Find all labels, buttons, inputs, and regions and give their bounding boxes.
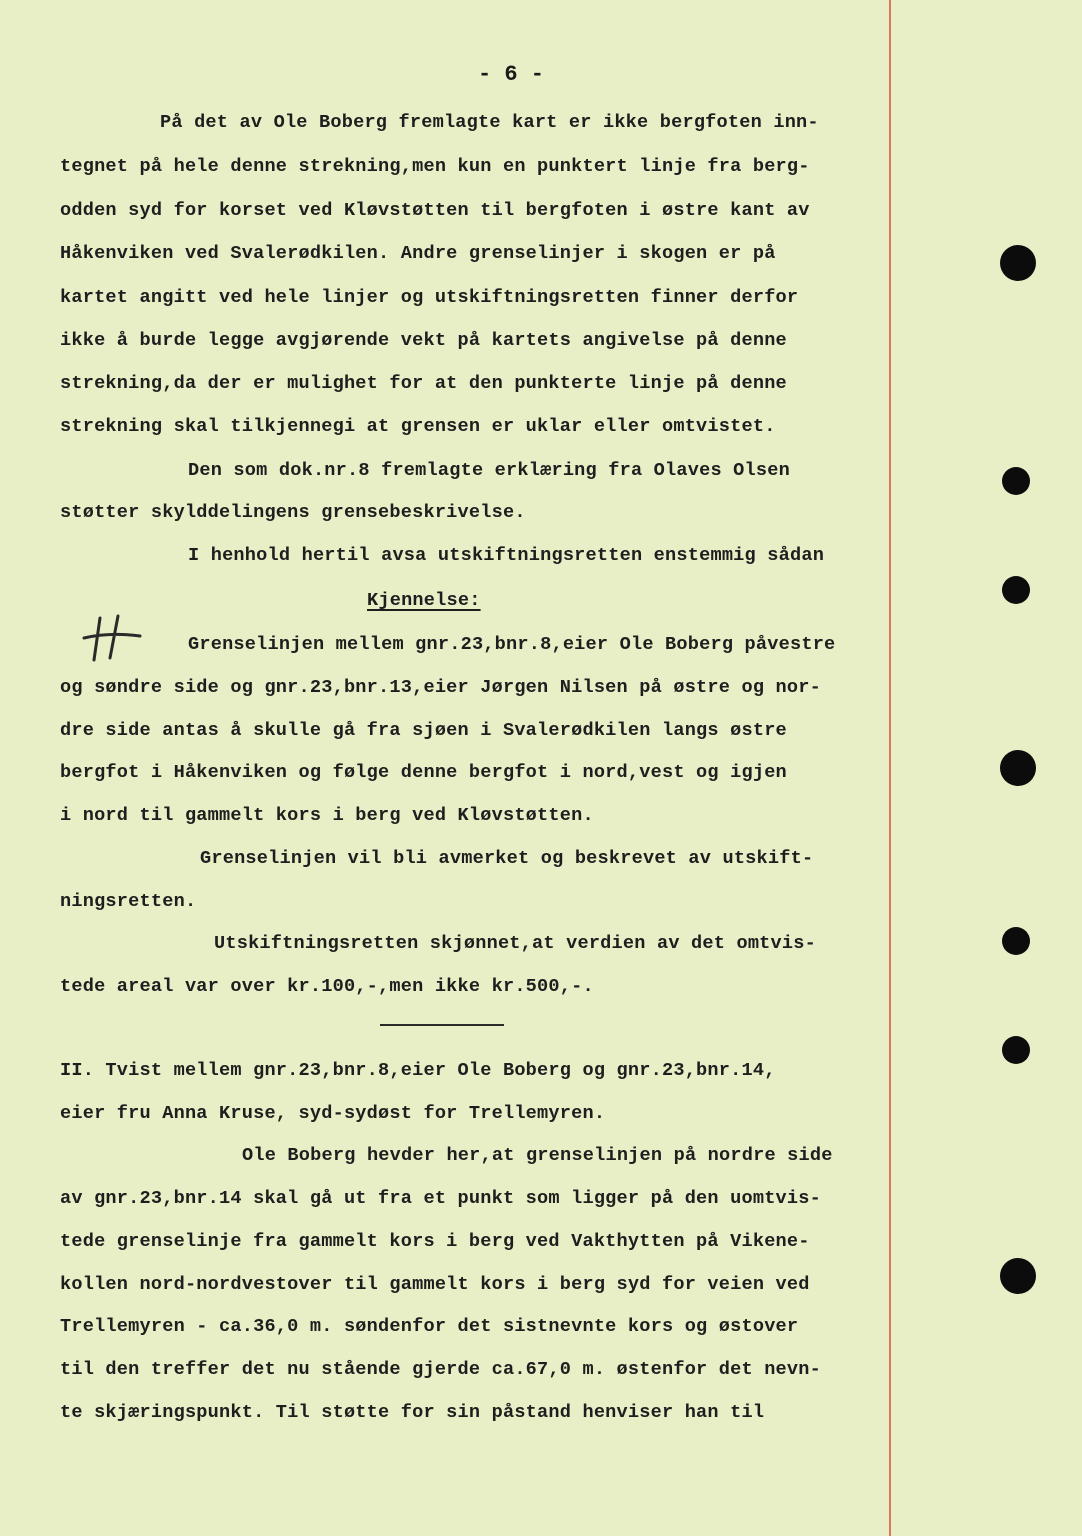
punch-hole-2 (1002, 467, 1030, 495)
punch-hole-1 (1000, 245, 1036, 281)
text-line: til den treffer det nu stående gjerde ca.67,0 m. østenfor det nevn- (60, 1359, 821, 1380)
text-line: Håkenviken ved Svalerødkilen. Andre grenselinjer i skogen er på (60, 243, 776, 264)
text-line: Grenselinjen mellem gnr.23,bnr.8,eier Ole Boberg påvestre (188, 634, 836, 655)
text-line: ningsretten. (60, 891, 197, 912)
text-line: te skjæringspunkt. Til støtte for sin påstand henviser han til (60, 1402, 765, 1423)
text-line: ikke å burde legge avgjørende vekt på kartets angivelse på denne (60, 330, 787, 351)
punch-hole-7 (1000, 1258, 1036, 1294)
section-heading-kjennelse: Kjennelse: (367, 590, 481, 611)
text-line: I henhold hertil avsa utskiftningsretten enstemmig sådan (188, 545, 825, 566)
punch-hole-5 (1002, 927, 1030, 955)
punch-hole-3 (1002, 576, 1030, 604)
section-divider (380, 1024, 504, 1026)
text-line: tede areal var over kr.100,-,men ikke kr.500,-. (60, 976, 594, 997)
text-line: av gnr.23,bnr.14 skal gå ut fra et punkt som ligger på den uomtvis- (60, 1188, 821, 1209)
text-line: og søndre side og gnr.23,bnr.13,eier Jørgen Nilsen på østre og nor- (60, 677, 821, 698)
punch-hole-6 (1002, 1036, 1030, 1064)
text-line: strekning,da der er mulighet for at den punkterte linje på denne (60, 373, 787, 394)
text-line: Ole Boberg hevder her,at grenselinjen på nordre side (242, 1145, 833, 1166)
text-line: På det av Ole Boberg fremlagte kart er ikke bergfoten inn- (160, 112, 819, 133)
punch-hole-4 (1000, 750, 1036, 786)
text-line: kollen nord-nordvestover til gammelt kors i berg syd for veien ved (60, 1274, 810, 1295)
text-line: dre side antas å skulle gå fra sjøen i Svalerødkilen langs østre (60, 720, 787, 741)
text-line: i nord til gammelt kors i berg ved Kløvstøtten. (60, 805, 594, 826)
text-line: odden syd for korset ved Kløvstøtten til bergfoten i østre kant av (60, 200, 810, 221)
text-line: Grenselinjen vil bli avmerket og beskrevet av utskift- (200, 848, 814, 869)
text-line: strekning skal tilkjennegi at grensen er uklar eller omtvistet. (60, 416, 776, 437)
text-line: Den som dok.nr.8 fremlagte erklæring fra Olaves Olsen (188, 460, 790, 481)
margin-mark-handwritten (80, 608, 160, 668)
page-number: - 6 - (478, 62, 545, 87)
text-line: kartet angitt ved hele linjer og utskiftningsretten finner derfor (60, 287, 799, 308)
text-line: Utskiftningsretten skjønnet,at verdien av det omtvis- (214, 933, 816, 954)
margin-rule (889, 0, 891, 1536)
text-line: II. Tvist mellem gnr.23,bnr.8,eier Ole Boberg og gnr.23,bnr.14, (60, 1060, 776, 1081)
text-line: Trellemyren - ca.36,0 m. søndenfor det sistnevnte kors og østover (60, 1316, 799, 1337)
text-line: tede grenselinje fra gammelt kors i berg ved Vakthytten på Vikene- (60, 1231, 810, 1252)
text-line: bergfot i Håkenviken og følge denne bergfot i nord,vest og igjen (60, 762, 787, 783)
text-line: eier fru Anna Kruse, syd-sydøst for Trellemyren. (60, 1103, 606, 1124)
text-line: tegnet på hele denne strekning,men kun en punktert linje fra berg- (60, 156, 810, 177)
text-line: støtter skylddelingens grensebeskrivelse. (60, 502, 526, 523)
